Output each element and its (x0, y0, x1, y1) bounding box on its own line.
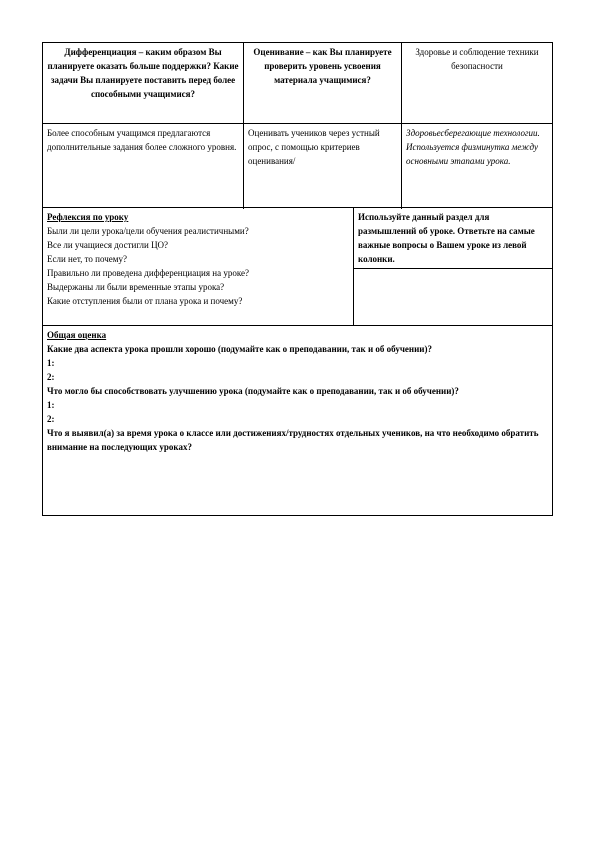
reflection-title: Рефлексия по уроку (47, 212, 129, 222)
reflection-table (42, 208, 553, 326)
reflection-question: Все ли учащиеся достигли ЦО? (47, 240, 168, 250)
overall-question-3: Что я выявил(а) за время урока о классе или достижениях/трудностях отдельных учеников, на что необходимо обратить внимание на последующих уроках? (47, 428, 539, 452)
header-health-safety: Здоровье и соблюдение техники безопасности (401, 43, 552, 123)
reflection-question: Были ли цели урока/цели обучения реалистичными? (47, 226, 249, 236)
differentiation-table (42, 42, 553, 208)
overall-title: Общая оценка (47, 330, 107, 340)
reflection-note: Используйте данный раздел для размышлений об уроке. Ответьте на самые важные вопросы о Вашем уроке из левой колонки. (354, 208, 552, 269)
overall-question-1: Какие два аспекта урока прошли хорошо (подумайте как о преподавании, так и об обучении)? (47, 344, 432, 354)
header-row (43, 43, 552, 123)
reflection-question: Выдержаны ли были временные этапы урока? (47, 282, 225, 292)
reflection-question: Правильно ли проведена дифференциация на уроке? (47, 268, 249, 278)
health-safety-text: Здоровьесберегающие технологии. Используется физминутка между основными этапами урока. (401, 124, 552, 209)
overall-assessment (43, 326, 552, 456)
reflection-questions (43, 208, 353, 325)
overall-answer-2-1: 1: (47, 400, 55, 410)
lesson-plan-table (42, 42, 553, 516)
reflection-note-cell (353, 208, 552, 325)
content-row (43, 123, 552, 209)
reflection-question: Какие отступления были от плана урока и почему? (47, 296, 243, 306)
overall-question-2: Что могло бы способствовать улучшению урока (подумайте как о преподавании, так и об обучении)? (47, 386, 459, 396)
overall-answer-2-2: 2: (47, 414, 55, 424)
assessment-text: Оценивать учеников через устный опрос, с помощью критериев оценивания/ (243, 124, 401, 209)
reflection-question: Если нет, то почему? (47, 254, 127, 264)
header-differentiation: Дифференциация – каким образом Вы планируете оказать больше поддержки? Какие задачи Вы планируете поставить перед более способными учащимися? (47, 47, 239, 99)
overall-assessment-table (42, 326, 553, 516)
overall-answer-1-2: 2: (47, 372, 55, 382)
overall-answer-1-1: 1: (47, 358, 55, 368)
header-assessment: Оценивание – как Вы планируете проверить уровень усвоения материала учащимися? (243, 43, 401, 123)
differentiation-text: Более способным учащимся предлагаются дополнительные задания более сложного уровня. (47, 128, 237, 152)
